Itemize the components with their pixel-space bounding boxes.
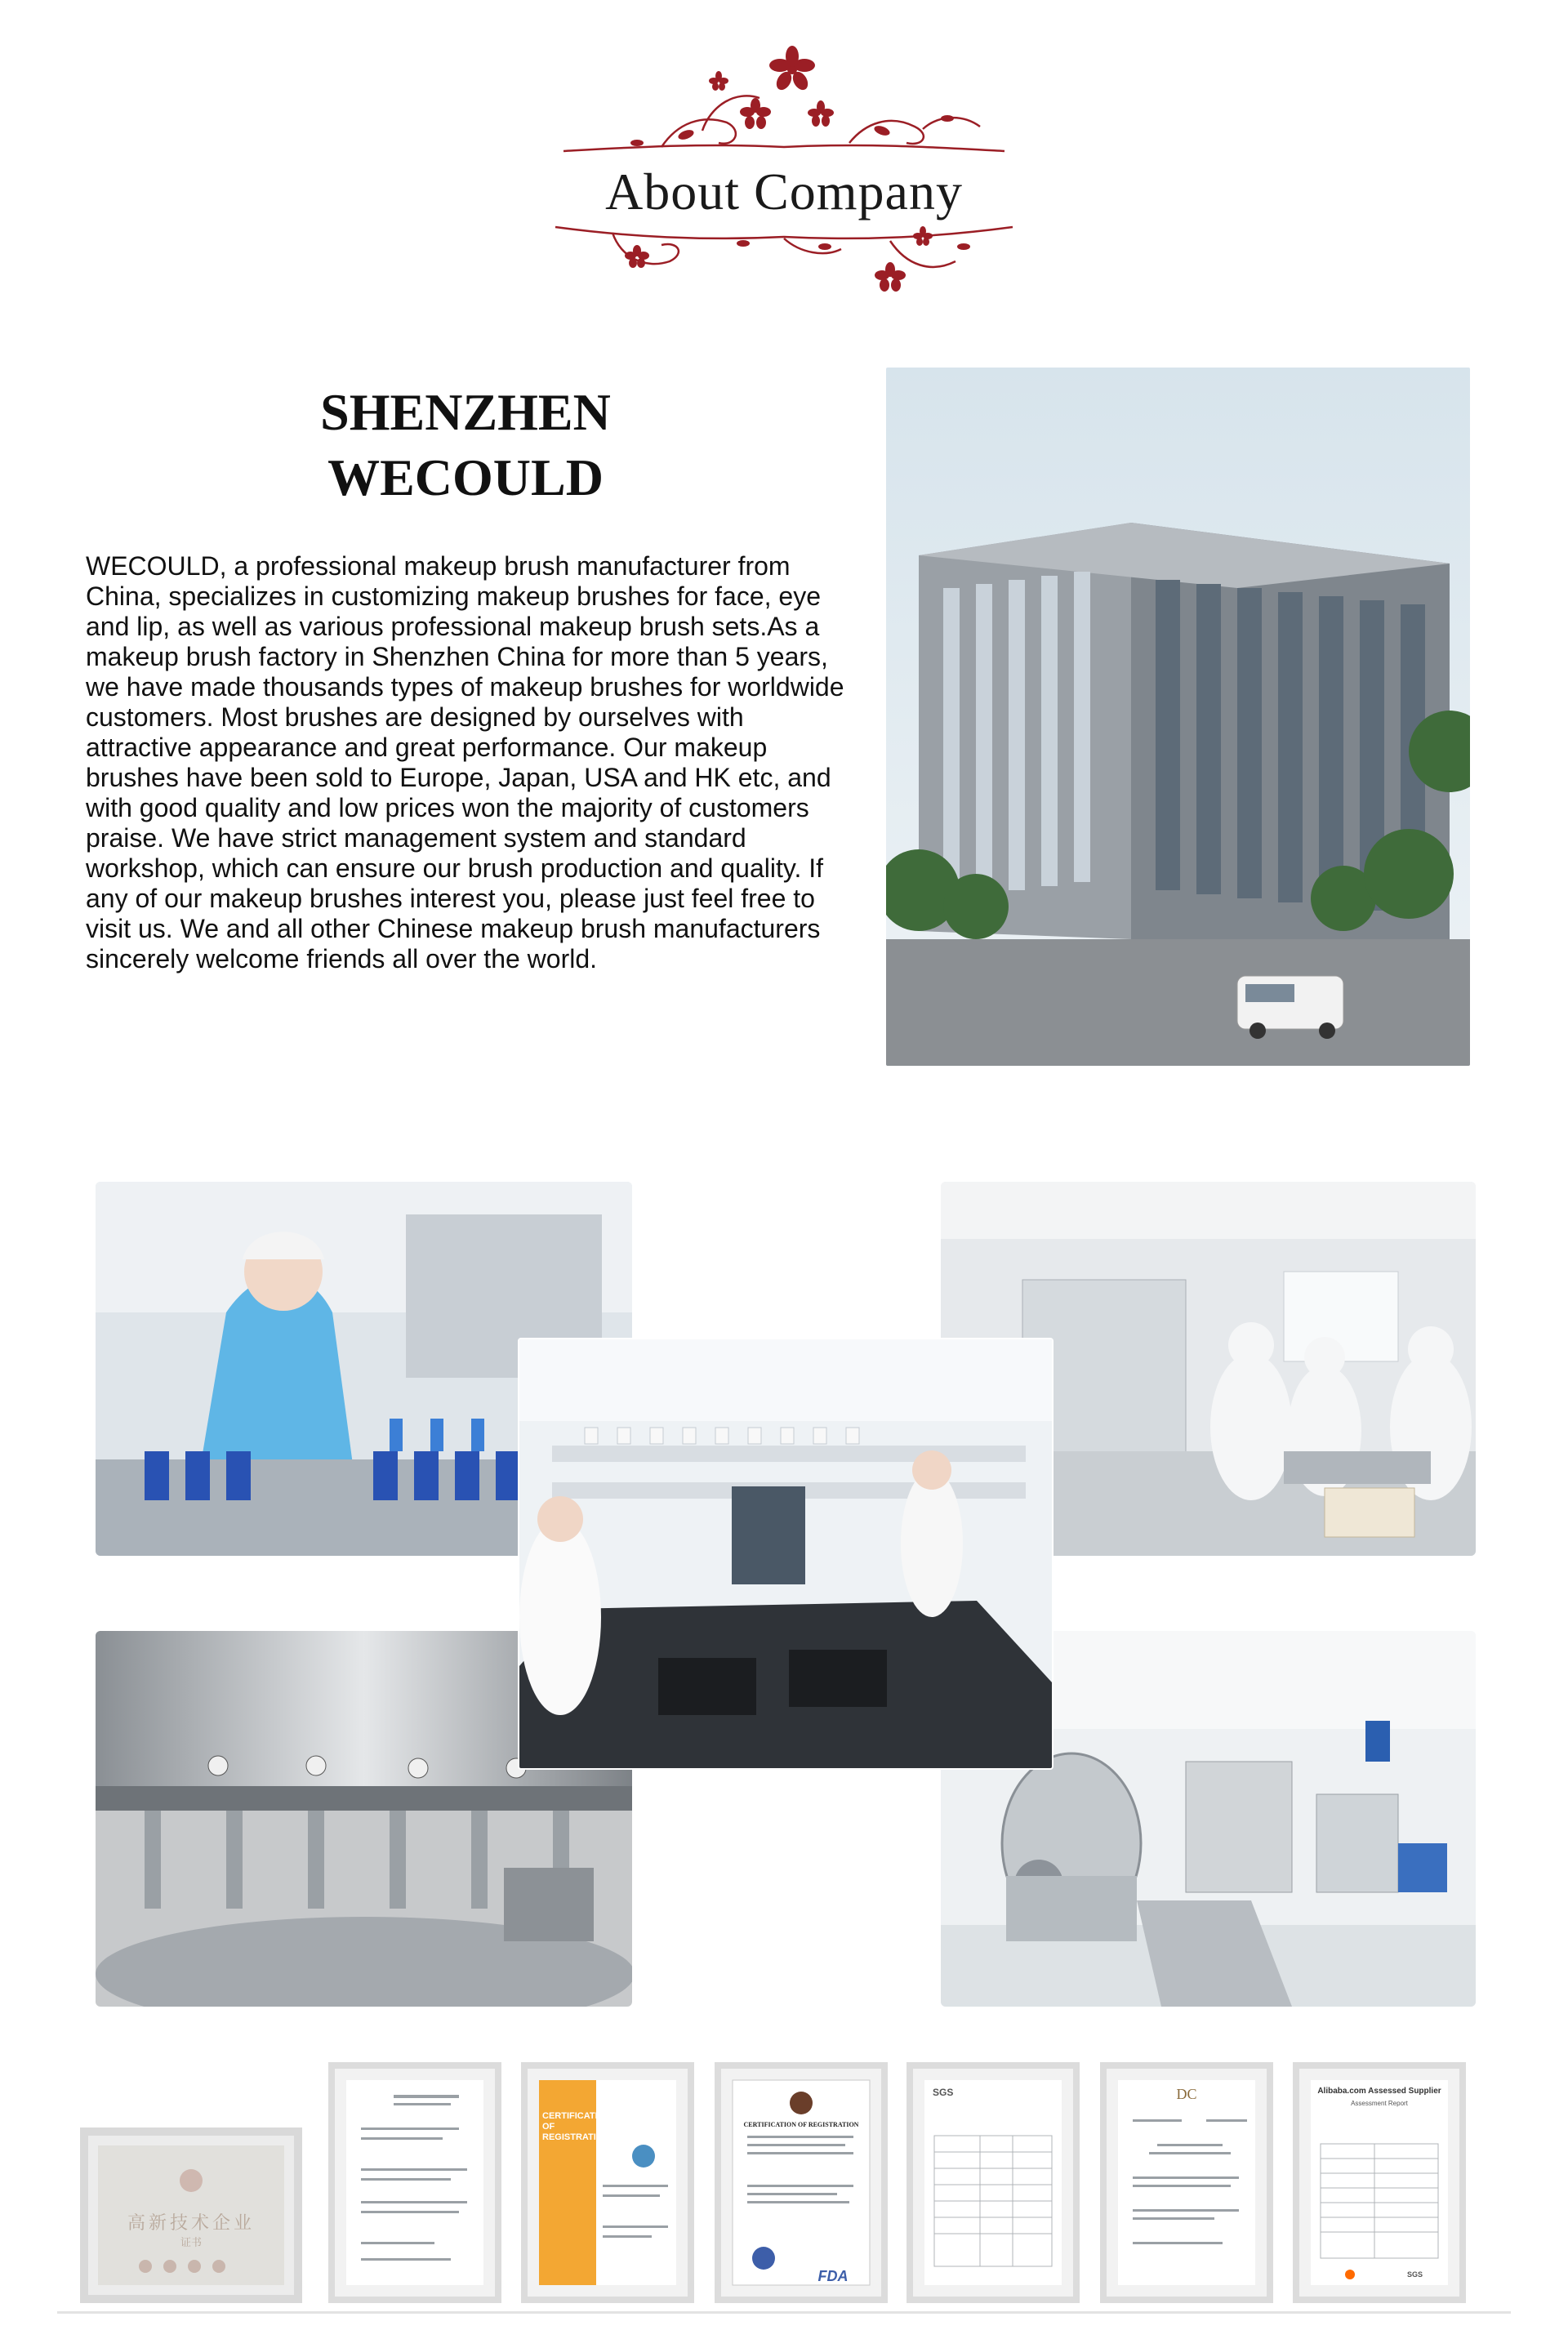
svg-text:DC: DC <box>1176 2086 1197 2102</box>
certificate-document-2 <box>1100 2062 1273 2303</box>
company-name <box>270 380 662 510</box>
plaque-subtext: 证书 <box>180 2237 202 2249</box>
fda-badge: FDA <box>817 2268 849 2284</box>
laboratory-photo <box>519 1339 1052 1768</box>
building-photo <box>886 368 1470 1066</box>
alibaba-title: Alibaba.com Assessed Supplier <box>1317 2087 1441 2096</box>
alibaba-subtitle: Assessment Report <box>1351 2100 1408 2107</box>
plaque-certificate <box>80 2127 302 2303</box>
company-description: WECOULD, a professional makeup brush manufacturer from China, specializes in customizing makeup brushes for face, eye and lip, as well as various professional makeup brush sets.As a makeup brush factory in Shenzhen China for more than 5 years, we have made thousands types of makeup brushes for worldwide customers. Most brushes are designed by ourselves with attractive appearance and great performance. Our makeup brushes have been sold to Europe, Japan, USA and HK etc, and with good quality and low prices won the majority of customers praise. We have strict management system and standard workshop, which can ensure our brush production and quality. If any of our makeup brushes interest you, please just feel free to visit us. We and all other Chinese makeup brush manufacturers sincerely welcome friends all over the world. <box>86 551 844 974</box>
certificate-document-1 <box>328 2062 501 2303</box>
company-name-line1: SHENZHEN <box>320 383 611 441</box>
page-title: About Company <box>605 163 963 221</box>
fda-cert-title: CERTIFICATION OF REGISTRATION <box>743 2121 859 2128</box>
alibaba-sgs-mark: SGS <box>1407 2270 1423 2279</box>
registration-title <box>542 2111 624 2143</box>
company-name-line2: WECOULD <box>327 448 604 506</box>
alibaba-assessment-report <box>1293 2062 1466 2303</box>
bottom-divider <box>57 2311 1511 2314</box>
sgs-report <box>906 2062 1080 2303</box>
sgs-logo: SGS <box>933 2087 954 2098</box>
plaque-text: 高新技术企业 <box>127 2213 255 2234</box>
registration-title-line1: CERTIFICATE <box>542 2111 601 2121</box>
registration-certificate <box>521 2062 694 2303</box>
registration-title-line2: OF REGISTRATION <box>542 2122 610 2142</box>
fda-certificate <box>715 2062 888 2303</box>
